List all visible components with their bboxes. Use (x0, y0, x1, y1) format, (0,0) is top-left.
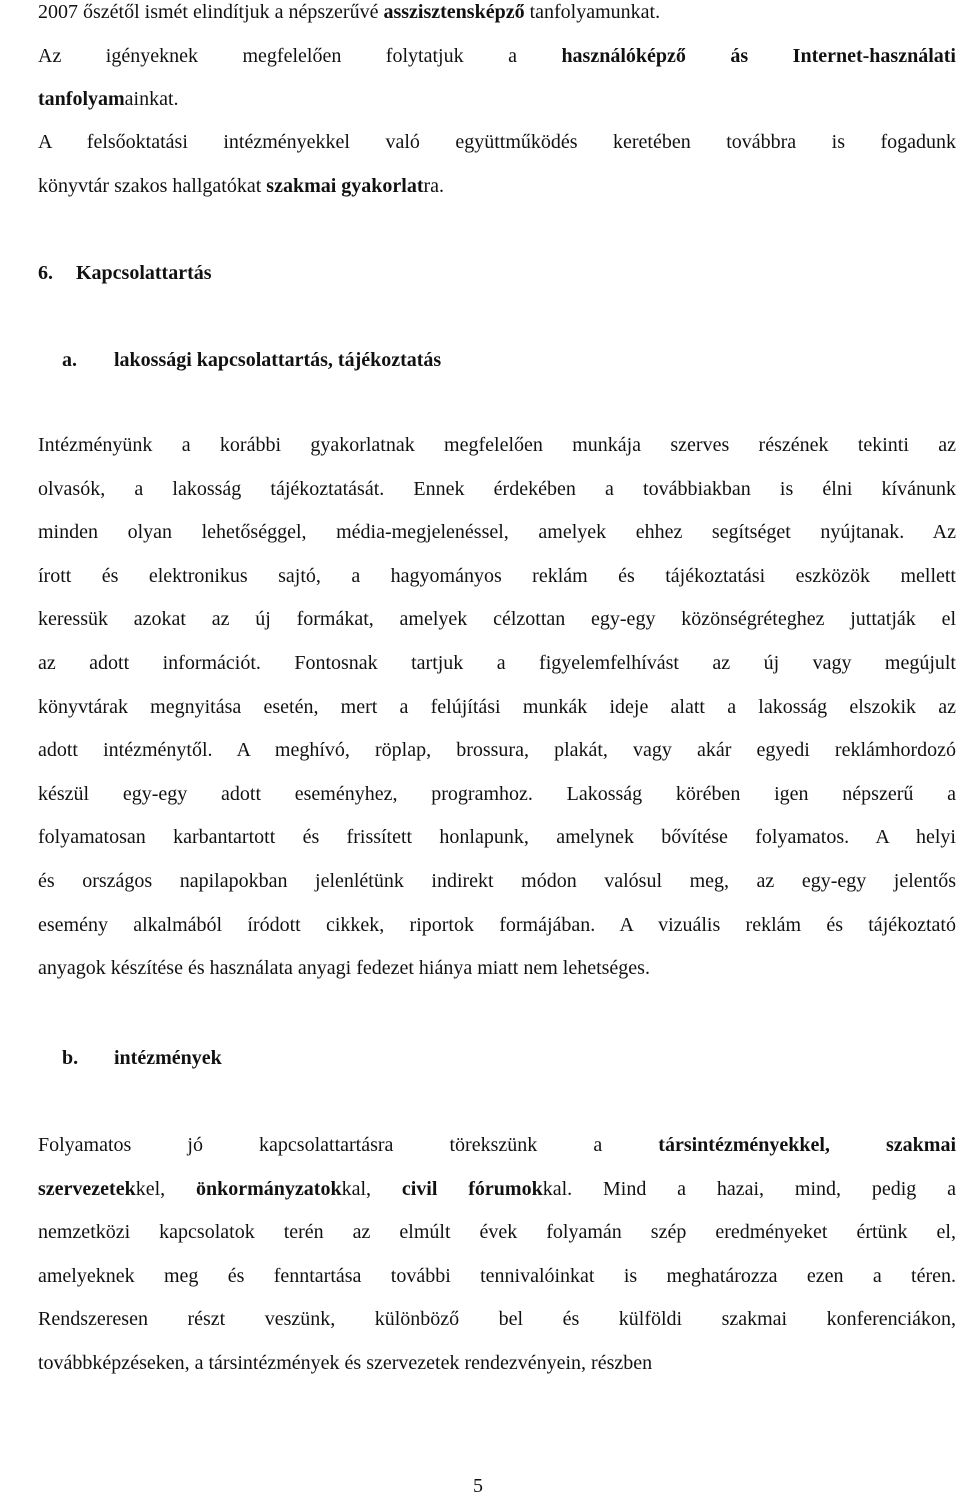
paragraph-line (38, 0, 818, 24)
text-run: olvasók, a lakosság tájékoztatását. Ennek érdekében a továbbiakban is élni kívánunk (38, 477, 956, 500)
paragraph-line (38, 1177, 956, 1201)
section-title: Kapcsolattartás (76, 262, 212, 284)
paragraph-line (38, 174, 444, 198)
paragraph-line (38, 520, 956, 544)
text-run: esemény alkalmából íródott cikkek, riportok formájában. A vizuális reklám és tájékoztató (38, 913, 956, 936)
text-run: Intézményünk a korábbi gyakorlatnak megfelelően munkája szerves részének tekinti az (38, 434, 956, 456)
subsection-number: a. (62, 349, 77, 371)
text-run: keressük azokat az új formákat, amelyek célzottan egy-egy közönségréteghez juttatják el (38, 608, 956, 631)
paragraph-line (38, 651, 956, 675)
text-run: Folyamatos jó kapcsolattartásra törekszünk a (38, 1134, 659, 1156)
text-run: kal. Mind a hazai, mind, pedig a (542, 1177, 957, 1200)
paragraph-line (38, 869, 956, 893)
text-run: anyagok készítése és használata anyagi fedezet hiánya miatt nem lehetséges. (38, 957, 650, 980)
text-run: A felsőoktatási intézményekkel való együttműködés keretében továbbra is fogadunk (38, 131, 956, 153)
text-run: Az igényeknek megfelelően folytatjuk a (38, 45, 562, 67)
bold-text: tanfolyam (38, 88, 125, 110)
paragraph-line (38, 1264, 956, 1288)
text-run: és országos napilapokban jelenlétünk indirekt módon valósul meg, az egy-egy jelentős (38, 870, 956, 892)
text-run: minden olyan lehetőséggel, média-megjelenéssel, amelyek ehhez segítséget nyújtanak. Az (38, 521, 956, 544)
bold-text: szakmai gyakorlat (266, 175, 424, 197)
paragraph-line (38, 130, 956, 154)
bold-text: önkormányzatok (196, 1177, 342, 1200)
text-run: ainkat. (124, 88, 179, 110)
paragraph-line (38, 1307, 956, 1331)
paragraph-line (38, 695, 956, 719)
paragraph-line (38, 738, 956, 762)
text-run: nemzetközi kapcsolatok terén az elmúlt évek folyamán szép eredményeket értünk el, (38, 1221, 956, 1244)
bold-text: szakmai (886, 1134, 956, 1156)
text-run: könyvtár szakos hallgatókat (38, 175, 267, 197)
paragraph-line (38, 1351, 652, 1375)
text-run: kal, (341, 1177, 402, 1200)
page-number: 5 (473, 1475, 483, 1497)
bold-text: szervezetek (38, 1177, 136, 1200)
text-run: könyvtárak megnyitása esetén, mert a felújítási munkák ideje alatt a lakosság elszokik az (38, 695, 956, 718)
text-run: amelyeknek meg és fenntartása további tennivalóinkat is meghatározza ezen a téren. (38, 1264, 956, 1287)
paragraph-line (38, 1133, 956, 1157)
paragraph-line (38, 564, 956, 588)
paragraph-line (38, 913, 956, 937)
bold-text: társintézményekkel, (658, 1134, 830, 1156)
text-run: az adott információt. Fontosnak tartjuk a figyelemfelhívást az új vagy megújult (38, 652, 956, 674)
subsection-number: b. (62, 1047, 79, 1069)
text-run: folyamatosan karbantartott és frissített honlapunk, amelynek bővítése folyamatos. A helyi (38, 826, 956, 849)
section-number: 6. (38, 262, 53, 284)
text-run: adott intézménytől. A meghívó, röplap, brossura, plakát, vagy akár egyedi reklámhordozó (38, 739, 956, 762)
bold-text: asszisztensképző (383, 1, 525, 23)
document-page (38, 0, 956, 1499)
text-run: ra. (423, 175, 445, 197)
paragraph-line (38, 1220, 956, 1244)
text-run: készül egy-egy adott eseményhez, programhoz. Lakosság körében igen népszerű a (38, 782, 956, 805)
text-run: tanfolyamunkat. (524, 1, 661, 23)
paragraph-line (38, 433, 956, 457)
text-run: továbbképzéseken, a társintézmények és szervezetek rendezvényein, részben (38, 1352, 653, 1374)
paragraph-line (38, 782, 956, 806)
bold-text: használóképző ás Internet-használati (561, 45, 956, 67)
paragraph-line (38, 87, 179, 111)
text-run (830, 1134, 886, 1156)
paragraph-line (38, 956, 650, 980)
text-run: kel, (135, 1177, 196, 1200)
subsection-title: lakossági kapcsolattartás, tájékoztatás (114, 349, 442, 371)
paragraph-line (38, 477, 956, 501)
paragraph-line (38, 825, 956, 849)
paragraph-line (38, 44, 956, 68)
text-run: 2007 őszétől ismét elindítjuk a népszerűvé (38, 1, 384, 23)
subsection-title: intézmények (114, 1047, 222, 1069)
text-run: írott és elektronikus sajtó, a hagyományos reklám és tájékoztatási eszközök mellett (38, 564, 956, 587)
text-run: Rendszeresen részt veszünk, különböző bel és külföldi szakmai konferenciákon, (38, 1308, 956, 1331)
bold-text: civil fórumok (401, 1177, 543, 1200)
paragraph-line (38, 607, 956, 631)
